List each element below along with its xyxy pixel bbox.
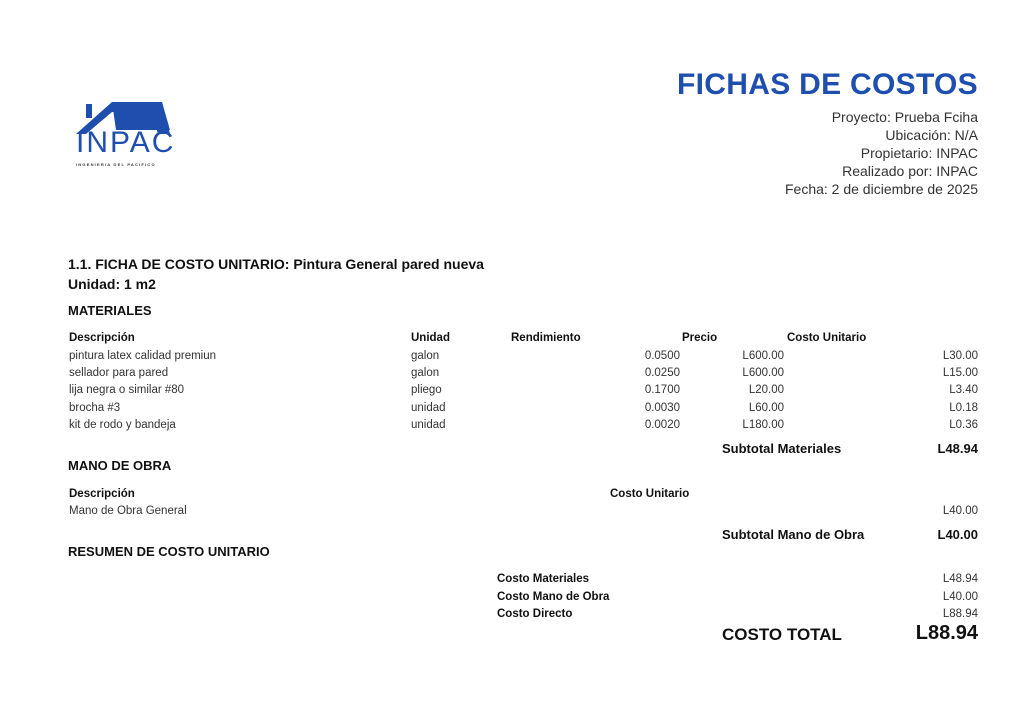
material-row-price: L20.00 [748,384,784,397]
col-descripcion: Descripción [69,332,135,344]
col-unidad: Unidad [411,332,450,344]
summary-labor-value: L40.00 [942,591,978,603]
material-row-desc: lija negra o similar #80 [69,384,185,397]
materials-heading: MATERIALES [68,303,152,318]
material-row-yield: 0.1700 [644,384,680,397]
material-row-unit: unidad [411,418,446,431]
summary-labor-label: Costo Mano de Obra [497,591,610,603]
labor-heading: MANO DE OBRA [68,458,172,473]
subtotal-materials-value: L48.94 [937,441,978,456]
material-row-unit: galon [411,367,440,380]
material-row-desc: sellador para pared [69,367,169,380]
made-by: Realizado por: INPAC [842,163,978,179]
material-row-desc: kit de rodo y bandeja [69,418,176,431]
ficha-title: 1.1. FICHA DE COSTO UNITARIO: Pintura General pared nueva [68,256,484,272]
material-row-yield: 0.0500 [644,350,680,362]
summary-materials-value: L48.94 [942,573,978,585]
labor-row-desc: Mano de Obra General [69,505,187,517]
material-row-yield: 0.0250 [644,367,680,380]
material-row-price: L180.00 [742,418,784,431]
labor-col-costo: Costo Unitario [610,488,690,500]
labor-row-cost: L40.00 [942,505,978,517]
material-row-desc: brocha #3 [69,401,121,414]
summary-materials-label: Costo Materiales [497,573,590,585]
subtotal-labor-label: Subtotal Mano de Obra [722,527,865,542]
material-row-price: L60.00 [748,401,784,414]
col-costo-unitario: Costo Unitario [787,332,867,344]
material-row-cost: L30.00 [942,350,978,362]
material-row-desc: pintura latex calidad premiun [69,350,217,362]
summary-direct-label: Costo Directo [497,608,573,620]
material-row-cost: L0.18 [949,401,978,414]
summary-heading: RESUMEN DE COSTO UNITARIO [68,544,270,559]
inpac-logo [76,100,176,170]
owner: Propietario: INPAC [860,145,978,161]
logo-tagline: INGENIERIA DEL PACIFICO [76,162,156,167]
date: Fecha: 2 de diciembre de 2025 [784,181,978,197]
total-value: L88.94 [915,622,978,644]
labor-col-descripcion: Descripción [69,488,135,500]
material-row-unit: galon [411,350,440,362]
material-row-cost: L3.40 [949,384,978,397]
material-row-cost: L0.36 [949,418,978,431]
summary-direct-value: L88.94 [942,608,978,620]
material-row-unit: pliego [411,384,442,397]
material-row-yield: 0.0030 [644,401,680,414]
material-row-unit: unidad [411,401,446,414]
material-row-price: L600.00 [742,367,784,380]
material-row-cost: L15.00 [942,367,978,380]
material-row-yield: 0.0020 [644,418,680,431]
ficha-unit: Unidad: 1 m2 [68,276,156,292]
project-name: Proyecto: Prueba Fciha [831,109,978,125]
subtotal-materials-label: Subtotal Materiales [722,441,842,456]
col-rendimiento: Rendimiento [511,332,581,344]
logo-name: INPAC [76,126,176,159]
col-precio: Precio [682,332,718,344]
page-title: FICHAS DE COSTOS [677,68,978,101]
location: Ubicación: N/A [885,127,978,143]
total-label: COSTO TOTAL [722,625,842,644]
subtotal-labor-value: L40.00 [937,527,978,542]
material-row-price: L600.00 [742,350,784,362]
